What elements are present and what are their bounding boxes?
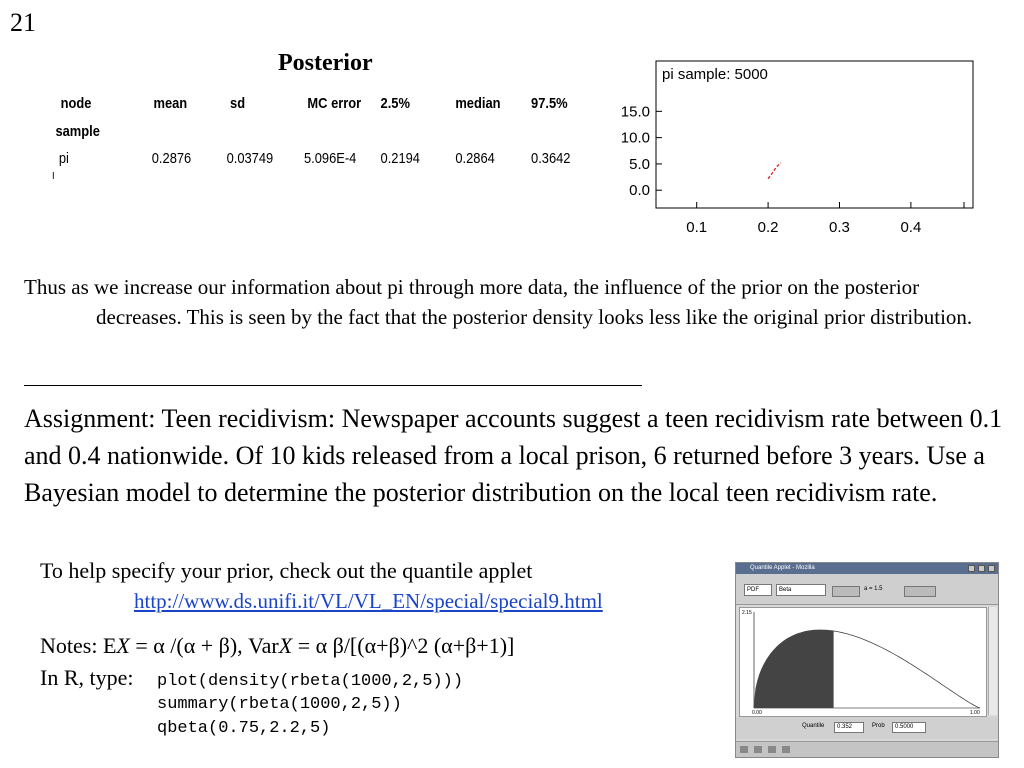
cell-mean: 0.2876: [151, 150, 192, 167]
x-tick-label: 0.1: [686, 219, 708, 236]
cell-median: 0.2864: [455, 150, 495, 167]
y-tick-label: 15.0: [620, 103, 650, 121]
plot-title: pi sample: 5000: [662, 66, 768, 83]
applet-param-slider-2: [904, 586, 936, 597]
maximize-icon: [978, 565, 985, 572]
applet-select-distribution: Beta: [776, 584, 826, 596]
status-icon-3: [768, 746, 776, 753]
applet-controls: [736, 574, 998, 605]
r-code-line: plot(density(rbeta(1000,2,5))): [157, 672, 464, 691]
applet-link[interactable]: http://www.ds.unifi.it/VL/VL_EN/special/special9.html: [134, 589, 603, 613]
assignment-text: Assignment: Teen recidivism: Newspaper accounts suggest a teen recidivism rate between 0.1 and 0.4 nationwide. Of 10 kids released from a local prison, 6 returned before 3 years. Use a Bayesian model to determine the posterior distribution on the local teen recidivism rate.: [24, 404, 1003, 507]
applet-window-title: Quantile Applet - Mozilla: [750, 565, 815, 571]
applet-x-max-label: 1.00: [970, 710, 980, 716]
header-mean: mean: [153, 95, 188, 112]
x-tick-label: 0.4: [900, 219, 922, 236]
status-icon-2: [754, 746, 762, 753]
applet-param-label: a = 1.5: [864, 586, 883, 592]
minimize-icon: [968, 565, 975, 572]
notes-line: [40, 633, 514, 659]
applet-y-max-label: 2.15: [742, 610, 752, 616]
header-mc-error: MC error: [307, 95, 362, 112]
applet-select-function: PDF: [744, 584, 772, 596]
header-sd: sd: [230, 95, 246, 112]
y-tick-label: 0.0: [629, 182, 650, 200]
prob-field: 0.5000: [892, 722, 926, 733]
y-tick-label: 10.0: [620, 129, 650, 147]
notes-prefix: Notes:: [40, 633, 103, 658]
applet-titlebar: [736, 563, 998, 574]
prob-label: Prob: [872, 723, 885, 729]
cell-2.5: 0.2194: [380, 150, 420, 167]
close-icon: [988, 565, 995, 572]
cell-mc-error: 5.096E-4: [303, 150, 357, 167]
cell-sd: 0.03749: [226, 150, 274, 167]
header-node: node: [60, 95, 92, 112]
x-tick-label: 0.3: [829, 219, 850, 236]
y-tick-label: 5.0: [629, 155, 650, 173]
header-median: median: [455, 95, 501, 112]
applet-plot: [739, 607, 987, 717]
density-plot: [606, 56, 986, 246]
applet-screenshot: [735, 562, 999, 758]
header-2.5: 2.5%: [380, 95, 410, 112]
r-code-line: summary(rbeta(1000,2,5)): [157, 695, 402, 714]
applet-input-bar: [736, 717, 998, 739]
cell-node: pi: [58, 150, 69, 167]
notes-formula: EX = α /(α + β), VarX = α β/[(α+β)^2 (α+β+1)]: [102, 633, 515, 658]
plot-frame: [656, 61, 973, 208]
r-prefix: In R, type:: [40, 665, 134, 690]
header-sample: sample: [55, 123, 100, 140]
applet-scrollbar: [988, 607, 997, 715]
status-icon-4: [782, 746, 790, 753]
cell-97.5: 0.3642: [531, 150, 571, 167]
slide-number: 21: [10, 8, 36, 37]
applet-statusbar: [736, 741, 998, 758]
x-tick-label: 0.2: [757, 219, 779, 236]
header-97.5: 97.5%: [531, 95, 568, 112]
body-paragraph: Thus as we increase our information about pi through more data, the influence of the prior on the posterior decreases. This is seen by the fact that the posterior density looks less like the original prior distribution.: [24, 275, 973, 329]
help-text: To help specify your prior, check out the quantile applet: [40, 558, 533, 583]
r-code-line: qbeta(0.75,2.2,5): [157, 719, 331, 738]
applet-x-min-label: 0.00: [752, 710, 762, 716]
applet-shaded-area: [754, 630, 834, 708]
section-divider: [24, 385, 642, 386]
stats-table: [52, 95, 571, 185]
row-marker: [53, 172, 54, 179]
status-icon-1: [740, 746, 748, 753]
stats-title: Posterior: [278, 50, 373, 76]
quantile-label: Quantile: [802, 723, 825, 729]
quantile-field: 0.352: [834, 722, 864, 733]
applet-chart: [740, 608, 986, 716]
applet-param-slider: [832, 586, 860, 597]
